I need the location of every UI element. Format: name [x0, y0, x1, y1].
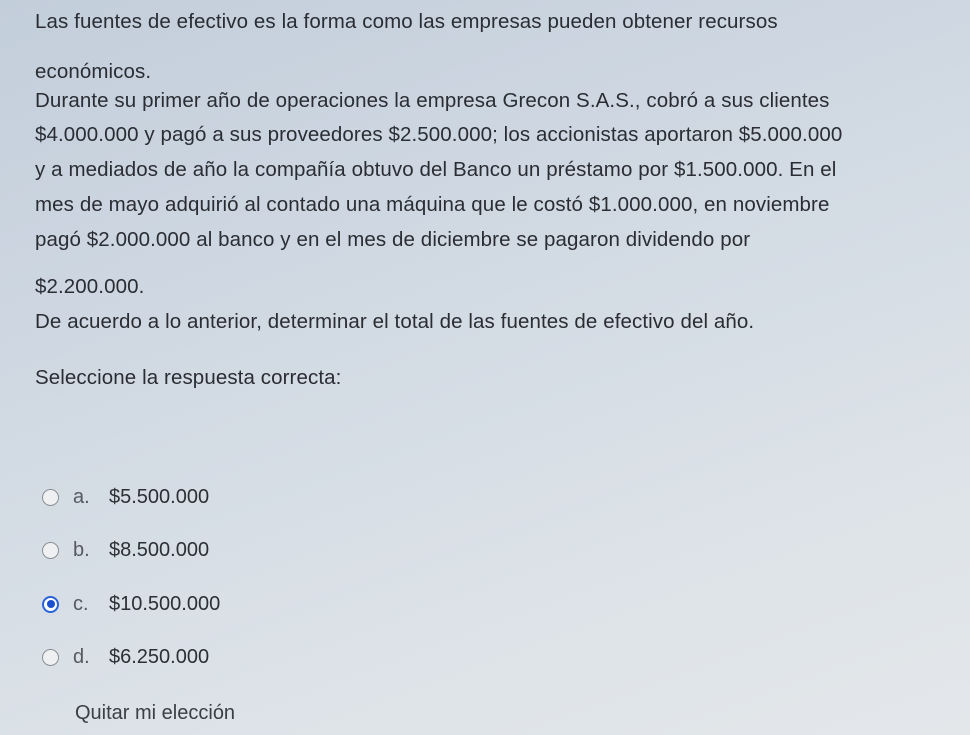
- option-letter: c.: [73, 592, 89, 615]
- radio-button[interactable]: [42, 489, 59, 506]
- option-a[interactable]: [42, 482, 209, 512]
- option-c[interactable]: [42, 589, 220, 619]
- option-value: $10.500.000: [109, 592, 221, 615]
- option-b[interactable]: [42, 535, 209, 565]
- question-line: Las fuentes de efectivo es la forma como las empresas pueden obtener recursos: [35, 10, 778, 33]
- question-line: $4.000.000 y pagó a sus proveedores $2.500.000; los accionistas aportaron $5.000.000: [35, 123, 843, 146]
- option-letter: a.: [73, 485, 90, 508]
- question-prompt: De acuerdo a lo anterior, determinar el total de las fuentes de efectivo del año.: [35, 310, 755, 333]
- question-line: económicos.: [35, 60, 152, 83]
- option-letter: b.: [73, 538, 90, 561]
- option-value: $5.500.000: [109, 485, 210, 508]
- question-line: pagó $2.000.000 al banco y en el mes de diciembre se pagaron dividendo por: [35, 228, 751, 251]
- radio-button[interactable]: [42, 649, 59, 666]
- instruction: Seleccione la respuesta correcta:: [35, 366, 342, 389]
- option-letter: d.: [73, 645, 90, 668]
- clear-choice-link[interactable]: Quitar mi elección: [75, 702, 236, 724]
- radio-button-selected[interactable]: [42, 596, 59, 613]
- question-line: $2.200.000.: [35, 275, 145, 298]
- option-value: $6.250.000: [109, 645, 210, 668]
- radio-button[interactable]: [42, 542, 59, 559]
- option-d[interactable]: [42, 642, 209, 672]
- question-line: y a mediados de año la compañía obtuvo del Banco un préstamo por $1.500.000. En el: [35, 158, 837, 181]
- option-value: $8.500.000: [109, 538, 210, 561]
- question-line: Durante su primer año de operaciones la empresa Grecon S.A.S., cobró a sus clientes: [35, 89, 830, 112]
- question-line: mes de mayo adquirió al contado una máquina que le costó $1.000.000, en noviembre: [35, 193, 830, 216]
